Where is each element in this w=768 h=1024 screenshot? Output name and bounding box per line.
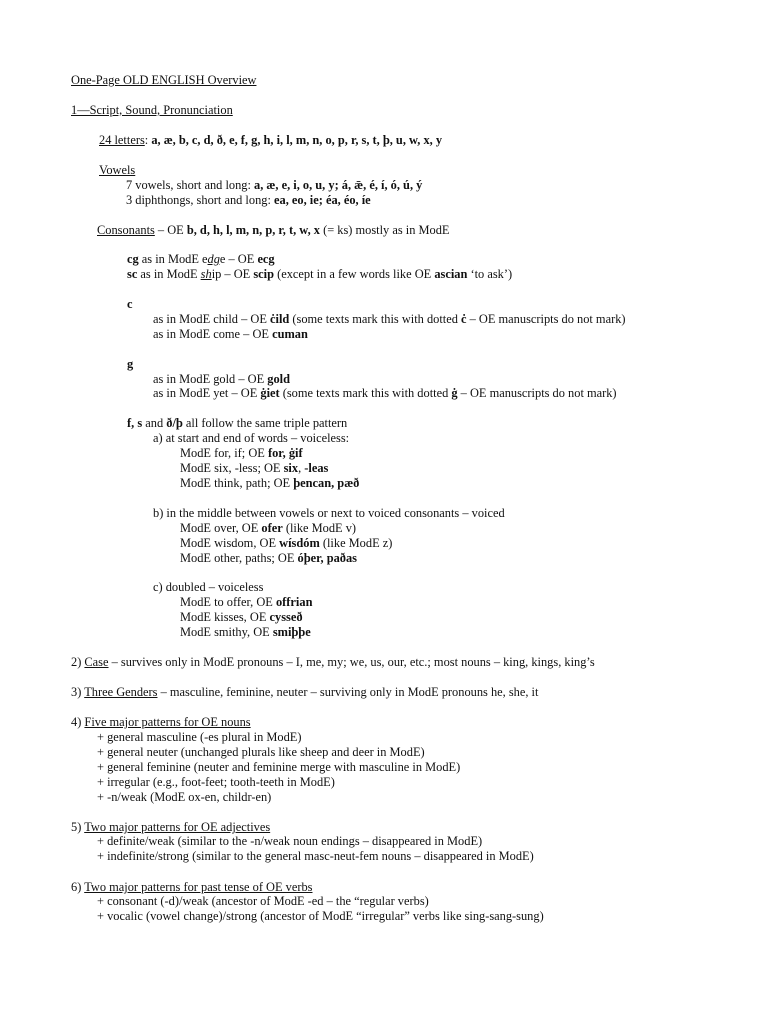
pattern-a-2-word-2: -leas — [304, 461, 329, 475]
pattern-a-line-3 — [180, 476, 359, 491]
section-2-label: Case — [84, 655, 109, 669]
g-line-1-word: gold — [267, 372, 290, 386]
c-heading — [127, 297, 133, 312]
section-5-number: 5) — [71, 820, 85, 834]
section-4-number: 4) — [71, 715, 85, 729]
sc-oe-word-2: ascian — [434, 267, 468, 281]
pattern-b-line-3 — [180, 551, 357, 566]
g-line-2 — [153, 386, 617, 401]
fs-text-2: all follow the same triple pattern — [182, 416, 348, 430]
consonants-label: Consonants — [97, 223, 155, 237]
consonants-text-1: – OE — [154, 223, 187, 237]
pattern-c-2-word: cysseð — [269, 610, 303, 624]
pattern-a-2-text: ModE six, -less; OE — [180, 461, 284, 475]
fs-text-1: and — [142, 416, 167, 430]
g-line-2-text-3: – OE manuscripts do not mark) — [457, 386, 617, 400]
pattern-a-1-word: for, ġif — [267, 446, 303, 460]
c-line-1-text-1: as in ModE child – OE — [153, 312, 271, 326]
section-5-label: Two major patterns for OE adjectives — [84, 820, 271, 834]
eth-thorn-terms: ð/þ — [166, 416, 183, 430]
g-term: g — [127, 357, 134, 371]
c-line-2-word: cuman — [272, 327, 308, 341]
pattern-b-1-word: ofer — [261, 521, 283, 535]
list-item: + irregular (e.g., foot-feet; tooth-teeth in ModE) — [97, 775, 335, 789]
section-6-number: 6) — [71, 880, 85, 894]
g-line-1 — [153, 372, 290, 387]
list-item: + consonant (-d)/weak (ancestor of ModE -ed – the “regular verbs) — [97, 894, 429, 908]
pattern-a-2-sep: , — [298, 461, 305, 475]
c-line-1-text-2: (some texts mark this with dotted — [289, 312, 462, 326]
sc-oe-word: scip — [253, 267, 274, 281]
page-title: One-Page OLD ENGLISH Overview — [71, 73, 257, 87]
letters-list: a, æ, b, c, d, ð, e, f, g, h, i, l, m, n, o, p, r, s, t, þ, u, w, x, y — [151, 133, 443, 147]
pattern-b-3-word: óþer, paðas — [297, 551, 357, 565]
sc-text-1: as in ModE — [137, 267, 201, 281]
c-line-1 — [153, 312, 626, 327]
section-2-number: 2) — [71, 655, 85, 669]
g-line-2-word: ġiet — [260, 386, 280, 400]
pattern-a-3-word: þencan, pæð — [293, 476, 360, 490]
letters-colon: : — [144, 133, 152, 147]
diphthongs-text: 3 diphthongs, short and long: — [126, 193, 274, 207]
pattern-a-1-text: ModE for, if; OE — [180, 446, 268, 460]
pattern-a-heading: a) at start and end of words – voiceless: — [153, 431, 350, 445]
list-item: + indefinite/strong (similar to the general masc-neut-fem nouns – disappeared in ModE) — [97, 849, 534, 863]
sc-text-3: (except in a few words like OE — [274, 267, 435, 281]
pattern-b-2-text: ModE wisdom, OE — [180, 536, 280, 550]
pattern-c-2-text: ModE kisses, OE — [180, 610, 270, 624]
section-4-heading — [71, 715, 251, 730]
fs-heading — [127, 416, 347, 431]
section-6-heading — [71, 880, 313, 895]
pattern-c-1-word: offrian — [275, 595, 313, 609]
pattern-c-3-word: smiþþe — [272, 625, 311, 639]
pattern-c-3-text: ModE smithy, OE — [180, 625, 273, 639]
pattern-b-line-2 — [180, 536, 392, 551]
cg-line — [127, 252, 275, 267]
pattern-c-heading: c) doubled – voiceless — [153, 580, 264, 594]
section-2-case — [71, 655, 595, 670]
sc-example-emphasis: sh — [200, 267, 212, 281]
section-3-number: 3) — [71, 685, 85, 699]
letters-label: 24 letters — [99, 133, 145, 147]
section-3-text: – masculine, feminine, neuter – surviving only in ModE pronouns he, she, it — [157, 685, 539, 699]
section-5-heading — [71, 820, 270, 835]
pattern-a-2-word: six — [283, 461, 299, 475]
section-4-label: Five major patterns for OE nouns — [84, 715, 251, 729]
list-item: + general masculine (-es plural in ModE) — [97, 730, 302, 744]
list-item: + vocalic (vowel change)/strong (ancestor of ModE “irregular” verbs like sing-sang-sung) — [97, 909, 544, 923]
letters-line — [99, 133, 442, 148]
list-item: + general neuter (unchanged plurals like sheep and deer in ModE) — [97, 745, 425, 759]
sc-term: sc — [127, 267, 138, 281]
cg-text-2: e – OE — [219, 252, 258, 266]
pattern-a-line-2 — [180, 461, 328, 476]
cg-oe-word: ecg — [257, 252, 275, 266]
vowels-label: Vowels — [99, 163, 136, 177]
fs-terms: f, s — [127, 416, 143, 430]
c-line-2 — [153, 327, 308, 342]
vowels-list: a, æ, e, i, o, u, y; á, ǣ, é, í, ó, ú, ý — [254, 178, 423, 192]
list-item: + -n/weak (ModE ox-en, childr-en) — [97, 790, 272, 804]
cg-term: cg — [127, 252, 139, 266]
vowels-line-1-text: 7 vowels, short and long: — [126, 178, 255, 192]
sc-text-4: ‘to ask’) — [467, 267, 513, 281]
section-2-text: – survives only in ModE pronouns – I, me, my; we, us, our, etc.; most nouns – king, kings, king’s — [108, 655, 595, 669]
consonants-list: b, d, h, l, m, n, p, r, t, w, x — [186, 223, 320, 237]
pattern-a-line-1 — [180, 446, 303, 461]
g-line-2-text-1: as in ModE yet – OE — [153, 386, 261, 400]
section-3-genders — [71, 685, 538, 700]
pattern-b-2-note: (like ModE z) — [319, 536, 393, 550]
pattern-a-3-text: ModE think, path; OE — [180, 476, 294, 490]
vowels-line-2 — [126, 193, 371, 208]
pattern-b-1-note: (like ModE v) — [282, 521, 357, 535]
c-line-1-word: ċild — [270, 312, 290, 326]
section-3-label: Three Genders — [84, 685, 158, 699]
sc-line — [127, 267, 512, 282]
g-line-1-text: as in ModE gold – OE — [153, 372, 268, 386]
g-line-2-text-2: (some texts mark this with dotted — [279, 386, 452, 400]
cg-text-1: as in ModE e — [138, 252, 208, 266]
section-1-heading: 1—Script, Sound, Pronunciation — [71, 103, 233, 117]
cg-example-emphasis: dg — [207, 252, 220, 266]
c-term: c — [127, 297, 133, 311]
pattern-c-line-3 — [180, 625, 311, 640]
section-6-label: Two major patterns for past tense of OE verbs — [84, 880, 313, 894]
g-heading — [127, 357, 133, 372]
consonants-text-2: (= ks) mostly as in ModE — [319, 223, 450, 237]
consonants-line — [97, 223, 449, 238]
list-item: + definite/weak (similar to the -n/weak noun endings – disappeared in ModE) — [97, 834, 483, 848]
vowels-line-1 — [126, 178, 422, 193]
pattern-b-line-1 — [180, 521, 356, 536]
g-line-2-letter: ġ — [451, 386, 458, 400]
pattern-b-1-text: ModE over, OE — [180, 521, 262, 535]
pattern-c-line-2 — [180, 610, 303, 625]
sc-text-2: ip – OE — [211, 267, 254, 281]
c-line-1-text-3: – OE manuscripts do not mark) — [466, 312, 626, 326]
pattern-c-line-1 — [180, 595, 312, 610]
pattern-b-3-text: ModE other, paths; OE — [180, 551, 298, 565]
list-item: + general feminine (neuter and feminine merge with masculine in ModE) — [97, 760, 461, 774]
pattern-c-1-text: ModE to offer, OE — [180, 595, 276, 609]
diphthongs-list: ea, eo, ie; éa, éo, íe — [274, 193, 371, 207]
c-line-2-text: as in ModE come – OE — [153, 327, 273, 341]
pattern-b-heading: b) in the middle between vowels or next to voiced consonants – voiced — [153, 506, 505, 520]
c-line-1-letter: ċ — [461, 312, 467, 326]
pattern-b-2-word: wísdóm — [279, 536, 320, 550]
